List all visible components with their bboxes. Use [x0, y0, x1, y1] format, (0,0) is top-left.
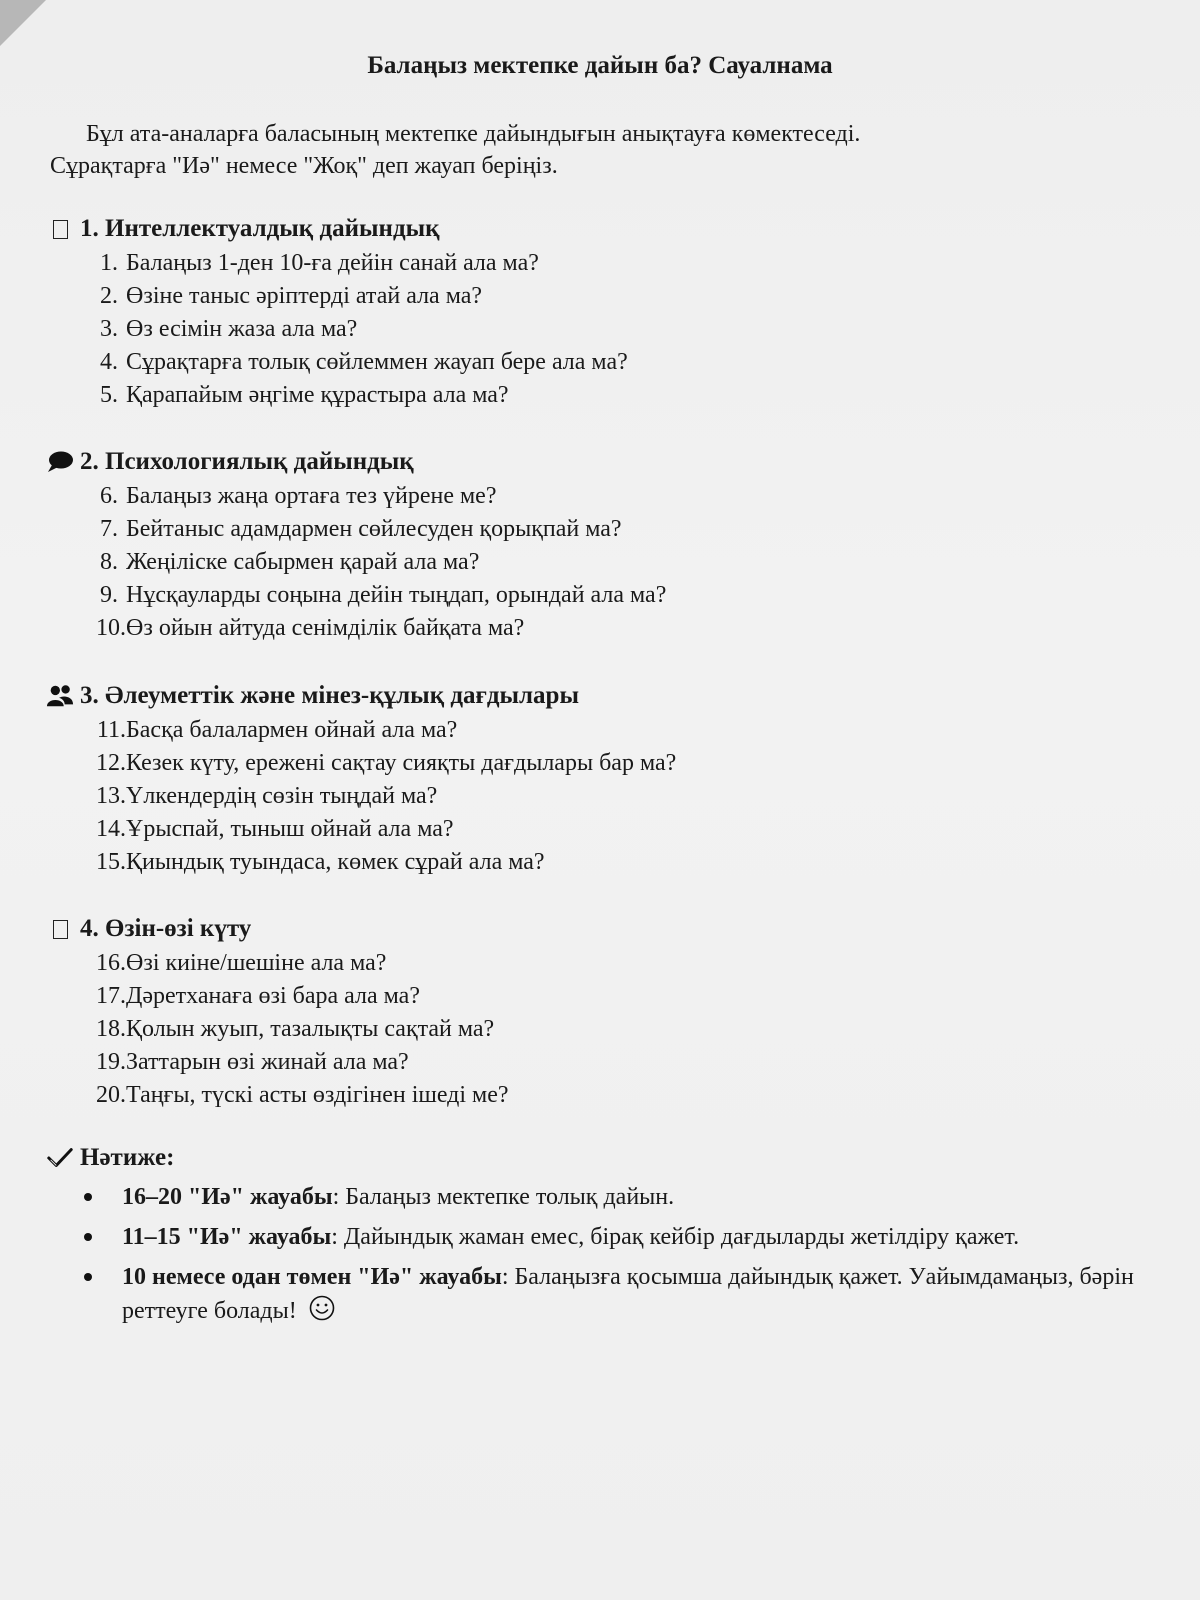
section-intellectual: [46, 213, 1156, 412]
result-item: [46, 1260, 1166, 1331]
section-heading: [46, 680, 1156, 712]
question-text: Өз ойын айтуда сенімділік байқата ма?: [126, 615, 525, 641]
speech-bubble-icon: [46, 450, 74, 474]
question-item: [46, 280, 1156, 313]
smiley-icon: [309, 1295, 335, 1331]
page-corner-shadow: [0, 0, 46, 46]
question-number: 2.: [100, 283, 118, 309]
question-number: 9.: [100, 582, 118, 608]
question-number: 1.: [100, 250, 118, 276]
question-number: 19.: [96, 1049, 126, 1075]
question-item: [46, 1079, 1156, 1112]
question-number: 16.: [96, 950, 126, 976]
bullet: [84, 1193, 92, 1201]
question-item: [46, 1046, 1156, 1079]
intro-line-1: Бұл ата-аналарға баласының мектепке дайындығын анықтауға көмектеседі.: [86, 121, 861, 147]
question-text: Қиындық туындаса, көмек сұрай ала ма?: [126, 849, 545, 875]
question-text: Нұсқауларды соңына дейін тыңдап, орындай ала ма?: [126, 582, 667, 608]
question-list: [46, 480, 1156, 645]
question-number: 15.: [96, 849, 126, 875]
question-text: Дәретханаға өзі бара ала ма?: [126, 983, 420, 1009]
question-number: 18.: [96, 1016, 126, 1042]
question-text: Өзіне таныс әріптерді атай ала ма?: [126, 283, 483, 309]
section-title: 4. Өзін-өзі күту: [80, 915, 252, 942]
question-number: 14.: [96, 816, 126, 842]
question-item: [46, 846, 1156, 879]
question-text: Қарапайым әңгіме құрастыра ала ма?: [126, 382, 509, 408]
intro-line-2: Сұрақтарға "Иә" немесе "Жоқ" деп жауап беріңіз.: [50, 153, 558, 179]
result-description: : Дайындық жаман емес, бірақ кейбір дағдыларды жетілдіру қажет.: [331, 1224, 1020, 1250]
result-score: 16–20 "Иә" жауабы: [122, 1184, 333, 1210]
question-text: Заттарын өзі жинай ала ма?: [126, 1049, 409, 1075]
question-text: Басқа балалармен ойнай ала ма?: [126, 717, 458, 743]
question-item: [46, 980, 1156, 1013]
question-text: Балаңыз жаңа ортаға тез үйрене ме?: [126, 483, 497, 509]
question-number: 12.: [96, 750, 126, 776]
question-list: [46, 947, 1156, 1112]
page-title: Балаңыз мектепке дайын ба? Сауалнама: [367, 52, 833, 79]
question-item: [46, 780, 1156, 813]
bullet: [84, 1273, 92, 1281]
question-number: 7.: [100, 516, 118, 542]
question-item: [46, 247, 1156, 280]
result-heading: [46, 1142, 1166, 1174]
question-text: Бейтаныс адамдармен сөйлесуден қорықпай ма?: [126, 516, 622, 542]
result-item: [46, 1220, 1166, 1254]
question-text: Қолын жуып, тазалықты сақтай ма?: [126, 1016, 495, 1042]
question-item: [46, 513, 1156, 546]
intro-paragraph: [50, 118, 1150, 182]
question-number: 6.: [100, 483, 118, 509]
question-list: [46, 247, 1156, 412]
question-number: 8.: [100, 549, 118, 575]
bullet: [84, 1233, 92, 1241]
result-score: 10 немесе одан төмен "Иә" жауабы: [122, 1264, 502, 1290]
question-item: [46, 480, 1156, 513]
question-number: 20.: [96, 1082, 126, 1108]
question-item: [46, 947, 1156, 980]
question-number: 5.: [100, 382, 118, 408]
question-text: Балаңыз 1-ден 10-ға дейін санай ала ма?: [126, 250, 539, 276]
result-description: : Балаңыз мектепке толық дайын.: [332, 1184, 675, 1210]
question-list: [46, 714, 1156, 879]
people-icon: [46, 684, 74, 708]
question-text: Үлкендердің сөзін тыңдай ма?: [126, 783, 438, 809]
section-self-care: [46, 913, 1156, 1112]
box-icon: [46, 220, 74, 239]
question-text: Өз есімін жаза ала ма?: [126, 316, 358, 342]
question-text: Өзі киіне/шешіне ала ма?: [126, 950, 387, 976]
question-item: [46, 747, 1156, 780]
checkmark-icon: [46, 1146, 74, 1170]
question-text: Жеңіліске сабырмен қарай ала ма?: [126, 549, 480, 575]
question-number: 10.: [96, 615, 126, 641]
question-number: 4.: [100, 349, 118, 375]
question-text: Ұрыспай, тыныш ойнай ала ма?: [126, 816, 454, 842]
question-item: [46, 546, 1156, 579]
result-title: Нәтиже:: [80, 1144, 175, 1171]
result-list: [46, 1180, 1166, 1331]
question-item: [46, 346, 1156, 379]
question-item: [46, 313, 1156, 346]
section-heading: [46, 446, 1156, 478]
result-section: [46, 1142, 1166, 1337]
question-number: 3.: [100, 316, 118, 342]
section-title: 1. Интеллектуалдық дайындық: [80, 215, 440, 242]
question-text: Сұрақтарға толық сөйлеммен жауап бере ала ма?: [126, 349, 628, 375]
result-item: [46, 1180, 1166, 1214]
question-item: [46, 813, 1156, 846]
question-number: 13.: [96, 783, 126, 809]
result-score: 11–15 "Иә" жауабы: [122, 1224, 332, 1250]
question-number: 17.: [96, 983, 126, 1009]
question-item: [46, 579, 1156, 612]
result-description: : Балаңызға қосымша дайындық қажет. Уайымдамаңыз, бәрін реттеуге болады!: [122, 1264, 1134, 1324]
question-number: 11.: [96, 717, 126, 743]
section-title: 2. Психологиялық дайындық: [80, 448, 414, 475]
section-title: 3. Әлеуметтік және мінез-құлық дағдылары: [80, 682, 579, 709]
question-text: Кезек күту, ережені сақтау сияқты дағдылары бар ма?: [126, 750, 677, 776]
section-psychological: [46, 446, 1156, 645]
question-text: Таңғы, түскі асты өздігінен ішеді ме?: [126, 1082, 509, 1108]
box-icon: [46, 920, 74, 939]
section-social: [46, 680, 1156, 879]
question-item: [46, 1013, 1156, 1046]
section-heading: [46, 213, 1156, 245]
section-heading: [46, 913, 1156, 945]
question-item: [46, 714, 1156, 747]
question-item: [46, 612, 1156, 645]
question-item: [46, 379, 1156, 412]
